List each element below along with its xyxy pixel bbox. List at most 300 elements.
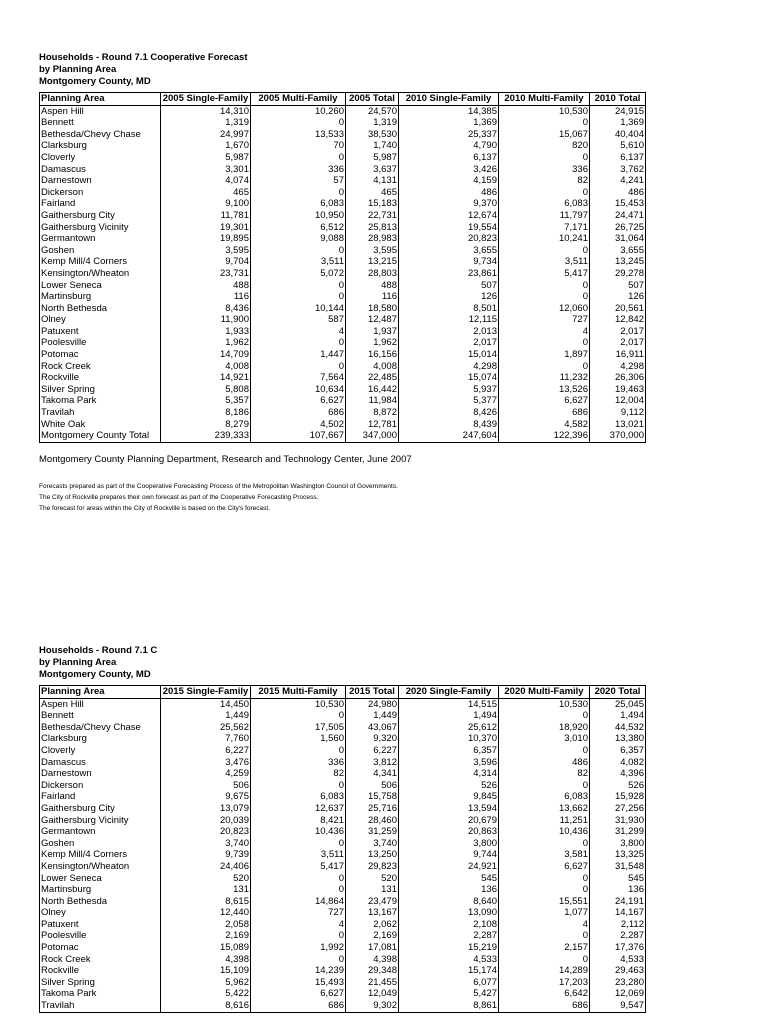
value-cell: 6,083 — [499, 198, 590, 210]
value-cell: 3,581 — [499, 849, 590, 861]
table-row — [40, 175, 646, 187]
value-cell: 11,251 — [499, 815, 590, 827]
value-cell: 31,259 — [346, 826, 399, 838]
column-header: 2015 Total — [346, 686, 399, 699]
value-cell: 20,823 — [161, 826, 251, 838]
value-cell: 12,069 — [590, 988, 646, 1000]
value-cell: 20,863 — [399, 826, 499, 838]
value-cell: 4,082 — [590, 757, 646, 769]
value-cell: 10,144 — [251, 303, 346, 315]
table-row — [40, 280, 646, 292]
value-cell: 520 — [346, 873, 399, 885]
value-cell: 545 — [590, 873, 646, 885]
value-cell: 4,790 — [399, 140, 499, 152]
value-cell: 686 — [251, 1000, 346, 1012]
value-cell: 25,045 — [590, 698, 646, 710]
value-cell: 6,083 — [251, 791, 346, 803]
table-row — [40, 873, 646, 885]
value-cell: 70 — [251, 140, 346, 152]
value-cell: 1,933 — [161, 326, 251, 338]
value-cell: 4 — [251, 326, 346, 338]
value-cell: 6,642 — [499, 988, 590, 1000]
value-cell: 2,108 — [399, 919, 499, 931]
table-row — [40, 245, 646, 257]
value-cell: 3,655 — [399, 245, 499, 257]
value-cell: 6,227 — [346, 745, 399, 757]
county-name: Montgomery County, MD — [39, 76, 151, 87]
value-cell: 486 — [499, 757, 590, 769]
planning-area-cell: Takoma Park — [40, 395, 161, 407]
value-cell: 15,758 — [346, 791, 399, 803]
value-cell: 15,453 — [590, 198, 646, 210]
value-cell: 0 — [251, 780, 346, 792]
column-header: Planning Area — [40, 93, 161, 106]
value-cell: 27,256 — [590, 803, 646, 815]
planning-area-cell: Bennett — [40, 710, 161, 722]
value-cell: 28,983 — [346, 233, 399, 245]
planning-area-cell: Travilah — [40, 1000, 161, 1012]
planning-area-cell: Olney — [40, 314, 161, 326]
planning-area-cell: Rock Creek — [40, 954, 161, 966]
value-cell: 15,089 — [161, 942, 251, 954]
value-cell: 1,319 — [346, 117, 399, 129]
value-cell: 12,440 — [161, 907, 251, 919]
value-cell: 3,655 — [590, 245, 646, 257]
value-cell: 0 — [251, 873, 346, 885]
value-cell: 22,731 — [346, 210, 399, 222]
value-cell: 3,637 — [346, 164, 399, 176]
value-cell: 6,512 — [251, 222, 346, 234]
value-cell: 6,137 — [399, 152, 499, 164]
forecast-section-2005-2010 — [39, 52, 646, 514]
value-cell: 0 — [499, 187, 590, 199]
value-cell: 12,842 — [590, 314, 646, 326]
value-cell: 526 — [399, 780, 499, 792]
value-cell: 506 — [161, 780, 251, 792]
value-cell: 131 — [161, 884, 251, 896]
value-cell: 10,436 — [251, 826, 346, 838]
table-row — [40, 896, 646, 908]
value-cell: 29,278 — [590, 268, 646, 280]
value-cell: 0 — [499, 280, 590, 292]
value-cell: 465 — [161, 187, 251, 199]
value-cell: 8,279 — [161, 419, 251, 431]
value-cell: 22,485 — [346, 372, 399, 384]
value-cell: 247,604 — [399, 430, 499, 442]
value-cell: 3,476 — [161, 757, 251, 769]
value-cell: 13,662 — [499, 803, 590, 815]
value-cell: 465 — [346, 187, 399, 199]
value-cell: 9,547 — [590, 1000, 646, 1012]
value-cell: 820 — [499, 140, 590, 152]
value-cell: 116 — [346, 291, 399, 303]
value-cell: 1,319 — [161, 117, 251, 129]
value-cell: 18,920 — [499, 722, 590, 734]
planning-area-cell: Potomac — [40, 349, 161, 361]
table-row — [40, 152, 646, 164]
value-cell: 0 — [251, 337, 346, 349]
value-cell: 2,112 — [590, 919, 646, 931]
value-cell: 727 — [251, 907, 346, 919]
value-cell: 1,494 — [399, 710, 499, 722]
value-cell: 6,627 — [499, 861, 590, 873]
value-cell: 2,058 — [161, 919, 251, 931]
value-cell: 0 — [499, 291, 590, 303]
value-cell: 126 — [590, 291, 646, 303]
value-cell: 31,064 — [590, 233, 646, 245]
value-cell: 1,992 — [251, 942, 346, 954]
value-cell: 16,156 — [346, 349, 399, 361]
planning-area-cell: Kensington/Wheaton — [40, 268, 161, 280]
value-cell: 14,167 — [590, 907, 646, 919]
value-cell: 20,039 — [161, 815, 251, 827]
planning-area-cell: Fairland — [40, 198, 161, 210]
column-header: 2005 Multi-Family — [251, 93, 346, 106]
value-cell: 25,716 — [346, 803, 399, 815]
table-row — [40, 233, 646, 245]
value-cell: 0 — [251, 884, 346, 896]
value-cell: 19,554 — [399, 222, 499, 234]
value-cell: 0 — [251, 152, 346, 164]
table-row — [40, 815, 646, 827]
value-cell: 486 — [590, 187, 646, 199]
value-cell: 15,067 — [499, 129, 590, 141]
value-cell: 131 — [346, 884, 399, 896]
table-row — [40, 164, 646, 176]
value-cell: 1,369 — [399, 117, 499, 129]
value-cell: 24,471 — [590, 210, 646, 222]
value-cell: 20,561 — [590, 303, 646, 315]
value-cell: 12,004 — [590, 395, 646, 407]
value-cell: 1,740 — [346, 140, 399, 152]
value-cell: 8,615 — [161, 896, 251, 908]
table-row — [40, 384, 646, 396]
value-cell: 82 — [499, 768, 590, 780]
planning-area-cell: White Oak — [40, 419, 161, 431]
value-cell: 3,301 — [161, 164, 251, 176]
value-cell: 31,548 — [590, 861, 646, 873]
value-cell: 4,398 — [346, 954, 399, 966]
value-cell: 13,167 — [346, 907, 399, 919]
table-row — [40, 129, 646, 141]
value-cell: 4,241 — [590, 175, 646, 187]
value-cell: 14,864 — [251, 896, 346, 908]
value-cell: 20,679 — [399, 815, 499, 827]
value-cell: 20,823 — [399, 233, 499, 245]
value-cell: 2,169 — [161, 930, 251, 942]
planning-area-cell: Gaithersburg Vicinity — [40, 815, 161, 827]
value-cell: 5,422 — [161, 988, 251, 1000]
source-note: Montgomery County Planning Department, Research and Technology Center, June 2007 — [39, 453, 412, 465]
value-cell: 17,376 — [590, 942, 646, 954]
value-cell: 0 — [251, 838, 346, 850]
value-cell: 686 — [251, 407, 346, 419]
title-block — [39, 52, 646, 88]
forecast-section-2015-2020 — [39, 645, 646, 1013]
value-cell: 526 — [590, 780, 646, 792]
table-row — [40, 757, 646, 769]
value-cell: 4,533 — [399, 954, 499, 966]
table-row — [40, 942, 646, 954]
value-cell: 12,781 — [346, 419, 399, 431]
value-cell: 3,762 — [590, 164, 646, 176]
county-name: Montgomery County, MD — [39, 669, 151, 680]
planning-area-cell: Gaithersburg Vicinity — [40, 222, 161, 234]
value-cell: 23,861 — [399, 268, 499, 280]
value-cell: 8,872 — [346, 407, 399, 419]
value-cell: 5,377 — [399, 395, 499, 407]
planning-area-cell: Damascus — [40, 164, 161, 176]
value-cell: 5,417 — [251, 861, 346, 873]
value-cell: 587 — [251, 314, 346, 326]
footnote: Forecasts prepared as part of the Cooperative Forecasting Process of the Metropolitan Washington Council of Governments. — [39, 482, 398, 490]
column-header: 2020 Multi-Family — [499, 686, 590, 699]
value-cell: 13,079 — [161, 803, 251, 815]
value-cell: 14,385 — [399, 105, 499, 117]
value-cell: 4,298 — [399, 361, 499, 373]
planning-area-cell: Darnestown — [40, 175, 161, 187]
table-row — [40, 745, 646, 757]
value-cell: 25,562 — [161, 722, 251, 734]
table-row — [40, 954, 646, 966]
value-cell: 6,137 — [590, 152, 646, 164]
value-cell: 1,962 — [346, 337, 399, 349]
value-cell: 0 — [499, 710, 590, 722]
value-cell: 9,744 — [399, 849, 499, 861]
value-cell: 0 — [499, 954, 590, 966]
value-cell: 31,930 — [590, 815, 646, 827]
value-cell: 24,191 — [590, 896, 646, 908]
value-cell: 15,551 — [499, 896, 590, 908]
value-cell: 29,348 — [346, 965, 399, 977]
value-cell: 24,915 — [590, 105, 646, 117]
value-cell: 4,341 — [346, 768, 399, 780]
value-cell: 8,501 — [399, 303, 499, 315]
planning-area-cell: Lower Seneca — [40, 280, 161, 292]
value-cell: 13,090 — [399, 907, 499, 919]
value-cell: 25,612 — [399, 722, 499, 734]
value-cell: 0 — [499, 884, 590, 896]
value-cell: 3,426 — [399, 164, 499, 176]
table-row — [40, 791, 646, 803]
value-cell: 24,406 — [161, 861, 251, 873]
value-cell: 3,596 — [399, 757, 499, 769]
value-cell: 25,813 — [346, 222, 399, 234]
planning-area-cell: North Bethesda — [40, 896, 161, 908]
value-cell: 5,427 — [399, 988, 499, 1000]
value-cell: 10,530 — [251, 698, 346, 710]
value-cell: 686 — [499, 407, 590, 419]
value-cell: 4,502 — [251, 419, 346, 431]
value-cell: 19,463 — [590, 384, 646, 396]
value-cell: 4,074 — [161, 175, 251, 187]
planning-area-cell: Lower Seneca — [40, 873, 161, 885]
value-cell: 2,013 — [399, 326, 499, 338]
value-cell: 10,950 — [251, 210, 346, 222]
planning-area-cell: Poolesville — [40, 337, 161, 349]
planning-area-cell: Montgomery County Total — [40, 430, 161, 442]
value-cell: 3,740 — [346, 838, 399, 850]
column-header: Planning Area — [40, 686, 161, 699]
value-cell: 8,640 — [399, 896, 499, 908]
header-row — [40, 686, 646, 699]
value-cell: 336 — [499, 164, 590, 176]
value-cell: 6,227 — [161, 745, 251, 757]
planning-area-cell: Goshen — [40, 245, 161, 257]
planning-area-cell: Clarksburg — [40, 140, 161, 152]
value-cell: 18,580 — [346, 303, 399, 315]
planning-area-cell: Cloverly — [40, 152, 161, 164]
value-cell: 11,232 — [499, 372, 590, 384]
value-cell: 3,812 — [346, 757, 399, 769]
table-row — [40, 268, 646, 280]
value-cell: 19,895 — [161, 233, 251, 245]
value-cell: 2,017 — [590, 326, 646, 338]
planning-area-cell: Rockville — [40, 372, 161, 384]
value-cell: 13,021 — [590, 419, 646, 431]
planning-area-cell: North Bethesda — [40, 303, 161, 315]
table-row — [40, 256, 646, 268]
table-row — [40, 361, 646, 373]
value-cell: 14,289 — [499, 965, 590, 977]
value-cell: 14,709 — [161, 349, 251, 361]
value-cell: 8,616 — [161, 1000, 251, 1012]
planning-area-cell: Germantown — [40, 826, 161, 838]
value-cell: 0 — [499, 361, 590, 373]
column-header: 2010 Single-Family — [399, 93, 499, 106]
footnote: The City of Rockville prepares their own forecast as part of the Cooperative Forecasting Process. — [39, 493, 319, 501]
value-cell: 16,442 — [346, 384, 399, 396]
value-cell: 6,083 — [499, 791, 590, 803]
planning-area-cell: Clarksburg — [40, 733, 161, 745]
column-header: 2005 Single-Family — [161, 93, 251, 106]
value-cell: 486 — [399, 187, 499, 199]
value-cell: 10,370 — [399, 733, 499, 745]
value-cell: 6,627 — [251, 988, 346, 1000]
value-cell: 13,380 — [590, 733, 646, 745]
value-cell: 1,369 — [590, 117, 646, 129]
value-cell: 14,921 — [161, 372, 251, 384]
value-cell: 0 — [251, 710, 346, 722]
planning-area-cell: Kemp Mill/4 Corners — [40, 256, 161, 268]
value-cell: 10,634 — [251, 384, 346, 396]
value-cell: 336 — [251, 164, 346, 176]
value-cell: 9,302 — [346, 1000, 399, 1012]
table-row — [40, 919, 646, 931]
value-cell: 28,460 — [346, 815, 399, 827]
table-row — [40, 303, 646, 315]
value-cell: 0 — [499, 245, 590, 257]
value-cell: 3,511 — [251, 256, 346, 268]
table-row — [40, 884, 646, 896]
table-row — [40, 372, 646, 384]
value-cell: 1,494 — [590, 710, 646, 722]
value-cell: 14,310 — [161, 105, 251, 117]
planning-area-cell: Rock Creek — [40, 361, 161, 373]
value-cell: 26,306 — [590, 372, 646, 384]
value-cell: 24,980 — [346, 698, 399, 710]
value-cell: 29,463 — [590, 965, 646, 977]
value-cell: 11,781 — [161, 210, 251, 222]
value-cell: 4 — [499, 326, 590, 338]
value-cell: 12,115 — [399, 314, 499, 326]
value-cell: 1,560 — [251, 733, 346, 745]
table-row — [40, 780, 646, 792]
value-cell: 4,259 — [161, 768, 251, 780]
value-cell: 9,845 — [399, 791, 499, 803]
value-cell: 13,245 — [590, 256, 646, 268]
value-cell: 8,186 — [161, 407, 251, 419]
value-cell: 4,314 — [399, 768, 499, 780]
value-cell: 2,287 — [399, 930, 499, 942]
value-cell: 12,487 — [346, 314, 399, 326]
column-header: 2015 Multi-Family — [251, 686, 346, 699]
planning-area-cell: Kensington/Wheaton — [40, 861, 161, 873]
value-cell: 38,530 — [346, 129, 399, 141]
table-row — [40, 849, 646, 861]
planning-area-cell: Germantown — [40, 233, 161, 245]
value-cell: 40,404 — [590, 129, 646, 141]
table-row — [40, 326, 646, 338]
planning-area-cell: Patuxent — [40, 919, 161, 931]
value-cell: 11,797 — [499, 210, 590, 222]
value-cell: 686 — [499, 1000, 590, 1012]
value-cell: 3,800 — [399, 838, 499, 850]
value-cell: 23,479 — [346, 896, 399, 908]
planning-area-cell: Silver Spring — [40, 384, 161, 396]
value-cell: 0 — [251, 291, 346, 303]
footnotes — [39, 481, 646, 514]
value-cell: 7,564 — [251, 372, 346, 384]
value-cell: 2,017 — [399, 337, 499, 349]
table-row — [40, 430, 646, 442]
value-cell: 10,260 — [251, 105, 346, 117]
table-row — [40, 1000, 646, 1012]
value-cell: 4,582 — [499, 419, 590, 431]
value-cell: 6,077 — [399, 977, 499, 989]
value-cell: 23,731 — [161, 268, 251, 280]
value-cell: 6,627 — [499, 395, 590, 407]
planning-area-cell: Martinsburg — [40, 884, 161, 896]
value-cell: 9,739 — [161, 849, 251, 861]
value-cell: 8,436 — [161, 303, 251, 315]
document-title: Households - Round 7.1 Cooperative Forecast — [39, 52, 248, 63]
value-cell: 3,595 — [161, 245, 251, 257]
planning-area-cell: Poolesville — [40, 930, 161, 942]
households-table-2005-2010 — [39, 92, 646, 443]
column-header: 2005 Total — [346, 93, 399, 106]
value-cell: 4,008 — [346, 361, 399, 373]
planning-area-cell: Dickerson — [40, 780, 161, 792]
planning-area-cell: Olney — [40, 907, 161, 919]
planning-area-cell: Damascus — [40, 757, 161, 769]
value-cell: 0 — [251, 280, 346, 292]
value-cell: 5,987 — [346, 152, 399, 164]
value-cell: 13,526 — [499, 384, 590, 396]
value-cell: 507 — [590, 280, 646, 292]
value-cell: 0 — [251, 245, 346, 257]
value-cell: 14,239 — [251, 965, 346, 977]
table-row — [40, 861, 646, 873]
value-cell: 82 — [251, 768, 346, 780]
value-cell: 4 — [499, 919, 590, 931]
value-cell: 136 — [399, 884, 499, 896]
value-cell: 15,219 — [399, 942, 499, 954]
value-cell: 4,398 — [161, 954, 251, 966]
value-cell: 488 — [161, 280, 251, 292]
value-cell: 0 — [251, 187, 346, 199]
table-row — [40, 733, 646, 745]
